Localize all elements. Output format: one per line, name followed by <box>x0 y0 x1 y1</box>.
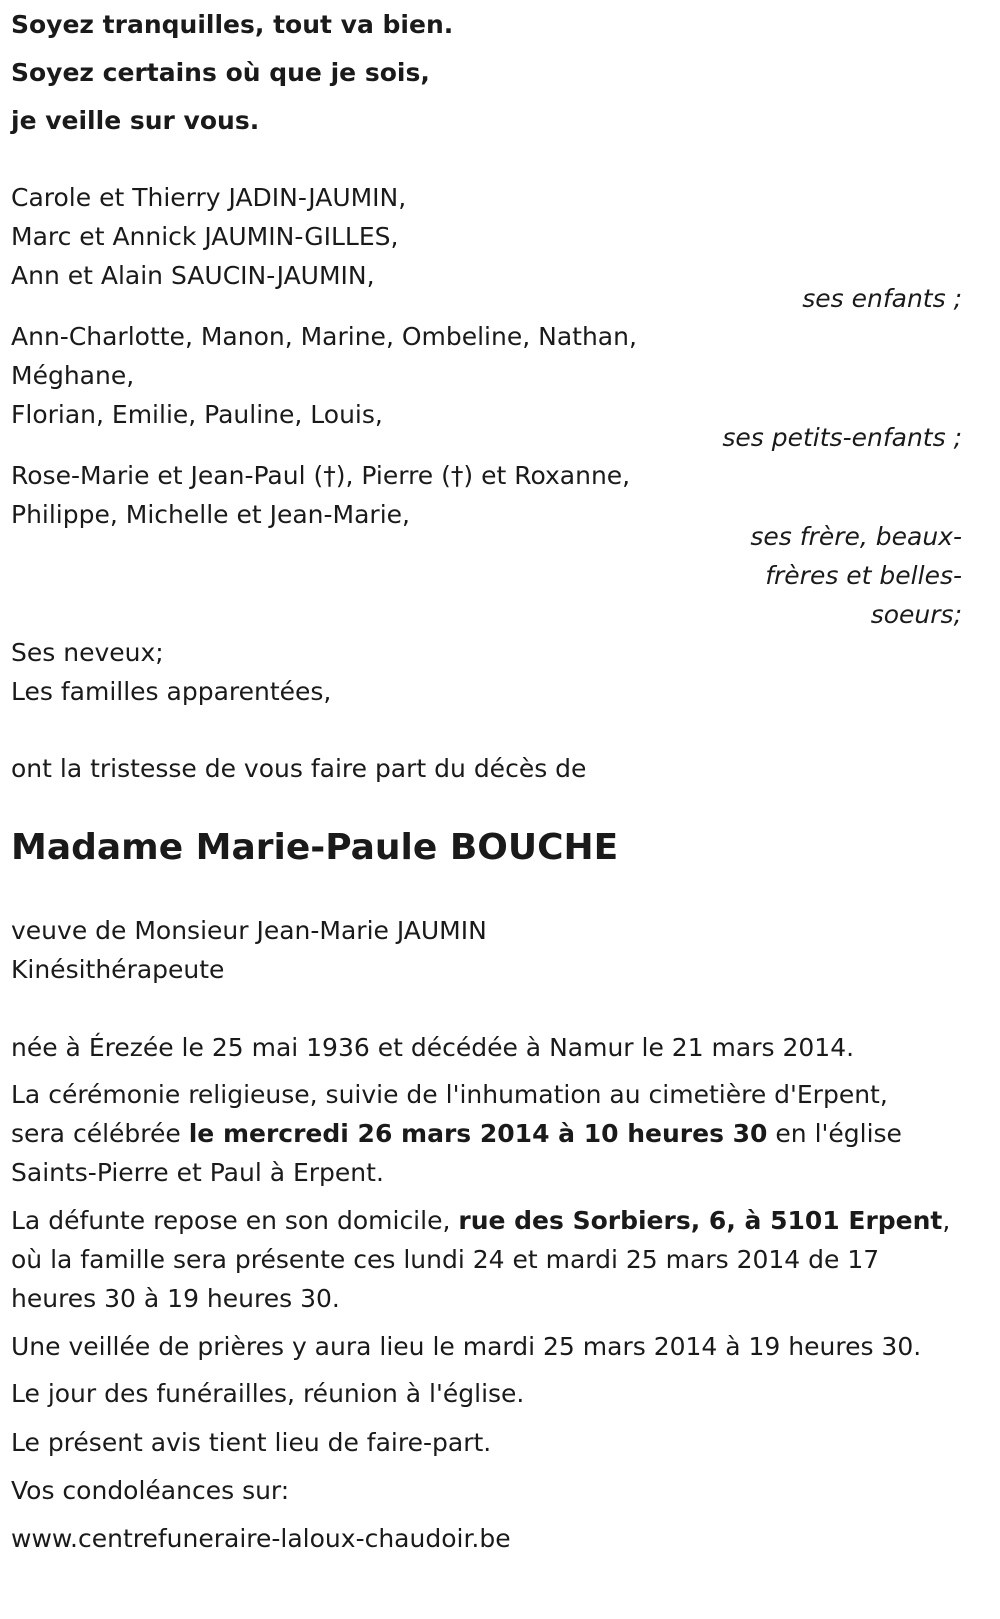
ceremony-pre: sera célébrée <box>11 1119 189 1148</box>
condolences-line: Vos condoléances sur: <box>11 1476 290 1505</box>
notice-line: Le présent avis tient lieu de faire-part. <box>11 1428 492 1457</box>
birth-death-line: née à Érezée le 25 mai 1936 et décédée à Namur le 21 mars 2014. <box>11 1033 855 1062</box>
grandchildren-line-3: Florian, Emilie, Pauline, Louis, <box>11 400 383 429</box>
repose-line-2: où la famille sera présente ces lundi 24 et mardi 25 mars 2014 de 17 <box>11 1245 880 1274</box>
children-line-1: Carole et Thierry JADIN-JAUMIN, <box>11 183 407 212</box>
poem-line-1: Soyez tranquilles, tout va bien. <box>11 10 454 39</box>
children-line-3: Ann et Alain SAUCIN-JAUMIN, <box>11 261 375 290</box>
nephews-line: Ses neveux; <box>11 638 164 667</box>
website-text[interactable]: www.centrefuneraire-laloux-chaudoir.be <box>11 1524 511 1553</box>
ceremony-line-1: La cérémonie religieuse, suivie de l'inhumation au cimetière d'Erpent, <box>11 1080 888 1109</box>
ceremony-line-2 <box>11 1119 902 1149</box>
funeral-day-line: Le jour des funérailles, réunion à l'église. <box>11 1379 525 1408</box>
siblings-role-line-1: ses frère, beaux- <box>750 522 962 551</box>
siblings-line-2: Philippe, Michelle et Jean-Marie, <box>11 500 410 529</box>
ceremony-line-3: Saints-Pierre et Paul à Erpent. <box>11 1158 384 1187</box>
grandchildren-line-1: Ann-Charlotte, Manon, Marine, Ombeline, Nathan, <box>11 322 637 351</box>
siblings-line-1: Rose-Marie et Jean-Paul (†), Pierre (†) et Roxanne, <box>11 461 631 490</box>
children-line-2: Marc et Annick JAUMIN-GILLES, <box>11 222 399 251</box>
vigil-line: Une veillée de prières y aura lieu le mardi 25 mars 2014 à 19 heures 30. <box>11 1332 922 1361</box>
widow-of: veuve de Monsieur Jean-Marie JAUMIN <box>11 916 487 945</box>
grandchildren-line-2: Méghane, <box>11 361 135 390</box>
ceremony-post: en l'église <box>767 1119 902 1148</box>
condolences-website-link[interactable] <box>11 1524 511 1554</box>
siblings-role-line-3: soeurs; <box>870 600 962 629</box>
repose-line-3: heures 30 à 19 heures 30. <box>11 1284 340 1313</box>
profession: Kinésithérapeute <box>11 955 225 984</box>
repose-pre: La défunte repose en son domicile, <box>11 1206 459 1235</box>
ceremony-date: le mercredi 26 mars 2014 à 10 heures 30 <box>188 1119 768 1148</box>
grandchildren-role: ses petits-enfants ; <box>722 423 962 452</box>
repose-line-1 <box>11 1206 950 1236</box>
families-line: Les familles apparentées, <box>11 677 332 706</box>
repose-post: , <box>942 1206 951 1235</box>
deceased-name: Madame Marie-Paule BOUCHE <box>11 827 619 868</box>
poem-line-2: Soyez certains où que je sois, <box>11 58 430 87</box>
announcement-intro: ont la tristesse de vous faire part du décès de <box>11 754 587 783</box>
children-role: ses enfants ; <box>802 284 962 313</box>
siblings-role-line-2: frères et belles- <box>765 561 962 590</box>
repose-address: rue des Sorbiers, 6, à 5101 Erpent <box>458 1206 943 1235</box>
poem-line-3: je veille sur vous. <box>11 106 260 135</box>
